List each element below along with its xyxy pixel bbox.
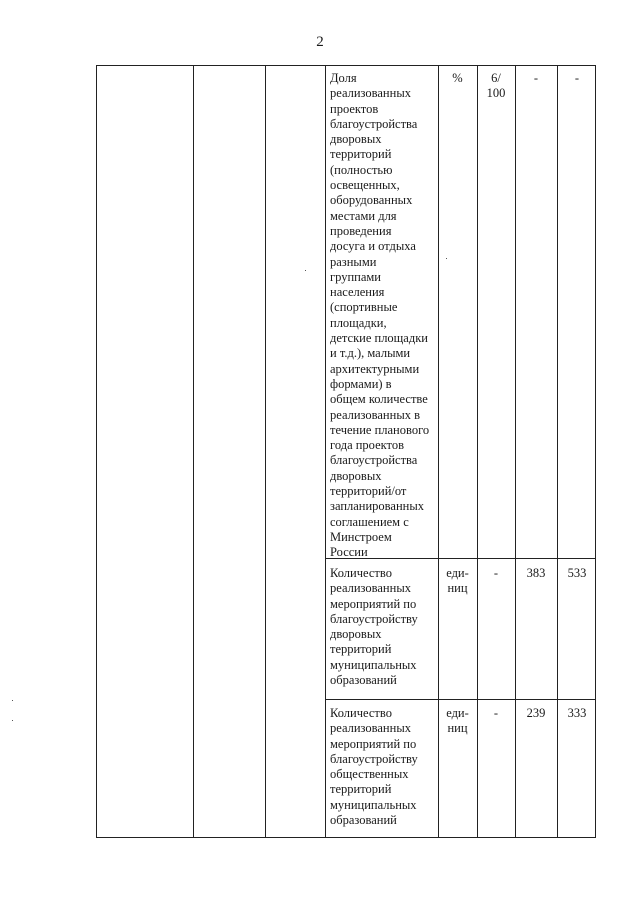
indicator-cell-3: Количество реализованных мероприятий по благоустройству общественных территорий муниципальных образований [330, 706, 418, 828]
base-value-cell-3: - [493, 706, 499, 720]
indicator-table [96, 65, 596, 838]
column-divider [557, 66, 558, 837]
column-divider [477, 66, 478, 837]
plan2-cell-3: 333 [567, 706, 587, 720]
scan-speck [12, 720, 13, 721]
plan2-cell-2: 533 [567, 566, 587, 580]
plan1-cell-3: 239 [526, 706, 546, 720]
column-divider [265, 66, 266, 837]
column-divider [515, 66, 516, 837]
unit-cell-2: еди- ниц [446, 566, 469, 596]
base-value-cell-2: - [493, 566, 499, 580]
page-number: 2 [316, 34, 324, 50]
plan1-cell-1: - [533, 71, 539, 85]
scan-speck [305, 270, 306, 271]
unit-cell-1: % [452, 71, 463, 85]
unit-cell-3: еди- ниц [446, 706, 469, 736]
scan-speck [446, 258, 447, 259]
plan2-cell-1: - [574, 71, 580, 85]
base-value-cell-1: 6/ 100 [486, 71, 506, 101]
indicator-cell-2: Количество реализованных мероприятий по благоустройству дворовых территорий муниципальных образований [330, 566, 418, 688]
plan1-cell-2: 383 [526, 566, 546, 580]
column-divider [193, 66, 194, 837]
row-divider [325, 699, 595, 700]
indicator-cell-1: Доля реализованных проектов благоустройства дворовых территорий (полностью освещенных, оборудованных местами для проведения досуга и отдыха разными группами населения (спортивные площадки, детские площадки и т.д.), малыми архитектурными формами) в общем количестве реализованных в течение планового года проектов благоустройства дворовых территорий/от запланированных соглашением с Минстроем России [330, 71, 430, 560]
column-divider [325, 66, 326, 837]
scan-speck [12, 700, 13, 701]
